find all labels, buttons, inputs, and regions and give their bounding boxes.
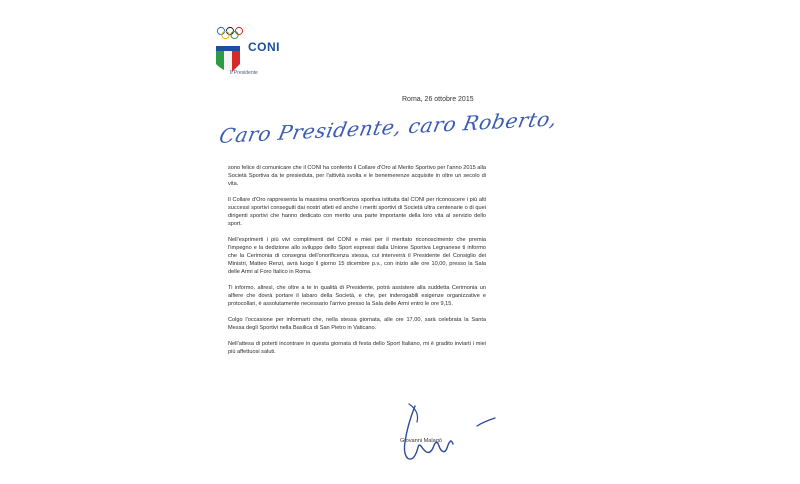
letter-body [228, 164, 486, 363]
paragraph: sono felice di comunicare che il CONI ha conferito il Collare d'Oro al Merito Sportivo per l'anno 2015 alla Società Sportiva da te presieduta, per l'attività svolta e le benemerenze acquisite in oltre un secolo di vita. [228, 165, 486, 188]
coni-logo [214, 22, 294, 82]
paragraph: Colgo l'occasione per informarti che, nella stessa giornata, alle ore 17,00, sarà celebrata la Santa Messa degli Sportivi nella Basilica di San Pietro in Vaticano. [228, 316, 486, 331]
paragraph: Nell'esprimerti i più vivi complimenti del CONI e miei per il meritato riconoscimento che premia l'impegno e la dedizione allo sviluppo dello Sport espressi dalla Unione Sportiva Legnanese ti informo che la Cerimonia di consegna dell'onorificenza stessa, cui interverrà il Presidente del Consiglio dei Ministri, Matteo Renzi, avrà luogo il giorno 15 dicembre p.v., con inizio alle ore 10,00, presso la Sala delle Armi al Foro Italico in Roma. [228, 236, 486, 276]
olympic-rings-icon [216, 26, 246, 40]
italian-flag-shield-icon [216, 46, 240, 72]
logo-text: CONI [248, 40, 280, 54]
paragraph: Nell'attesa di poterti incontrare in questa giornata di festa dello Sport Italiano, mi è gradito inviarti i miei più affettuosi saluti. [228, 340, 486, 355]
paragraph: Il Collare d'Oro rappresenta la massima onorificenza sportiva istituita dal CONI per riconoscere i più alti successi sportivi conseguiti dai nostri atleti ed anche i meriti sportivi di Società ultra centenarie o di quei dirigenti sportivi che hanno dedicato con merito una parte importante della loro vita al servizio dello sport. [228, 196, 486, 228]
handwritten-signature [385, 402, 505, 472]
letter-date: Roma, 26 ottobre 2015 [402, 96, 474, 103]
paragraph: Ti informo, altresì, che oltre a te in qualità di Presidente, potrà assistere alla suddetta Cerimonia un alfiere che dovrà portare il labaro della Società, e che, per inderogabili esigenze organizzative e protocollari, è assolutamente necessario l'arrivo presso la Sala delle Armi entro le ore 9,15. [228, 284, 486, 308]
handwritten-salutation: Caro Presidente, caro Roberto, [217, 106, 560, 148]
signer-name: Giovanni Malagò [400, 438, 442, 444]
president-label: Il Presidente [230, 70, 258, 76]
